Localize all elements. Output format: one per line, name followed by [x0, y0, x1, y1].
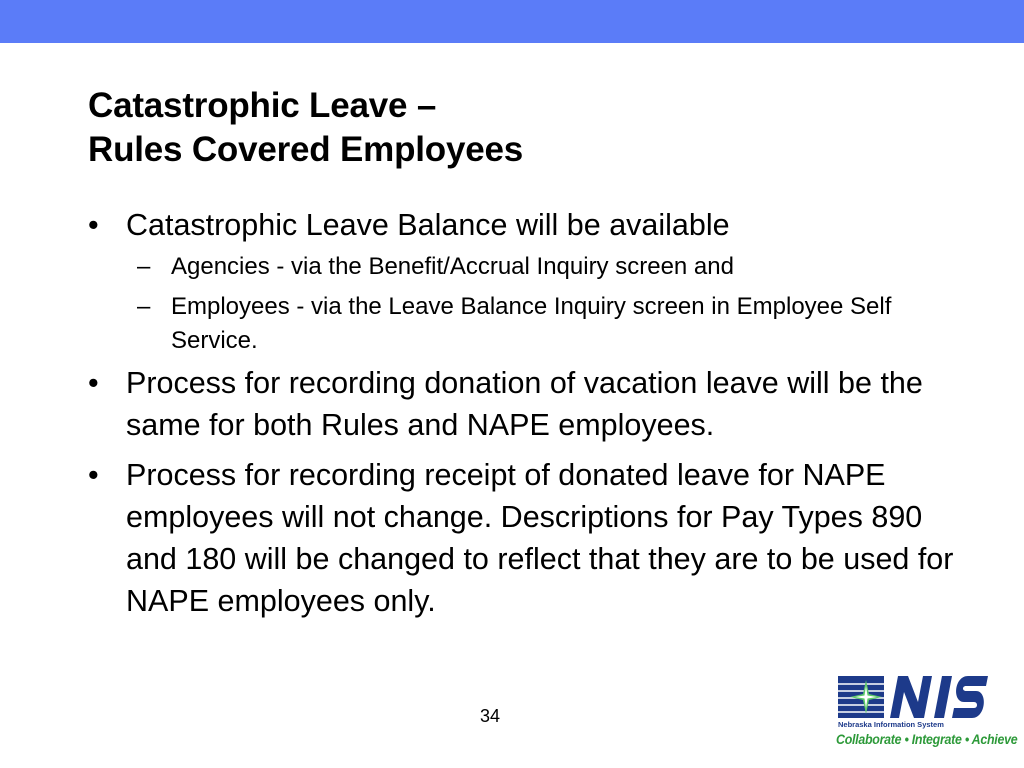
slide-title — [88, 84, 523, 172]
bullet-text: Process for recording receipt of donated leave for NAPE employees will not change. Descriptions for Pay Types 890 and 180 will be changed to reflect that they are to be used for NAPE employees only. — [126, 458, 954, 618]
sub-bullet-item — [88, 290, 968, 358]
nis-logo-emblem — [838, 676, 884, 718]
nis-logo-subtitle: Nebraska Information System — [838, 720, 944, 729]
bullet-list — [88, 204, 968, 622]
bullet-marker: • — [88, 458, 99, 492]
bullet-item — [88, 362, 968, 446]
bullet-marker: • — [88, 208, 99, 242]
nis-logo-wordmark — [890, 676, 988, 718]
bullet-item — [88, 454, 968, 622]
bullet-text: Catastrophic Leave Balance will be available — [126, 208, 730, 242]
top-accent-bar — [0, 0, 1024, 43]
sub-bullet-marker: – — [137, 293, 151, 320]
bullet-text: Process for recording donation of vacation leave will be the same for both Rules and NAPE employees. — [126, 366, 923, 442]
nis-logo-tagline: Collaborate • Integrate • Achieve — [836, 732, 1018, 747]
bullet-item — [88, 204, 968, 246]
bullet-marker: • — [88, 366, 99, 400]
sub-bullet-text: Employees - via the Leave Balance Inquiry screen in Employee Self Service. — [171, 293, 892, 354]
sub-bullet-item — [88, 250, 968, 284]
page-number: 34 — [479, 706, 501, 726]
slide-title-line-1: Catastrophic Leave – — [88, 86, 437, 125]
sub-bullet-text: Agencies - via the Benefit/Accrual Inquiry screen and — [171, 253, 734, 280]
slide-title-line-2: Rules Covered Employees — [88, 130, 524, 169]
sub-bullet-marker: – — [137, 253, 151, 280]
